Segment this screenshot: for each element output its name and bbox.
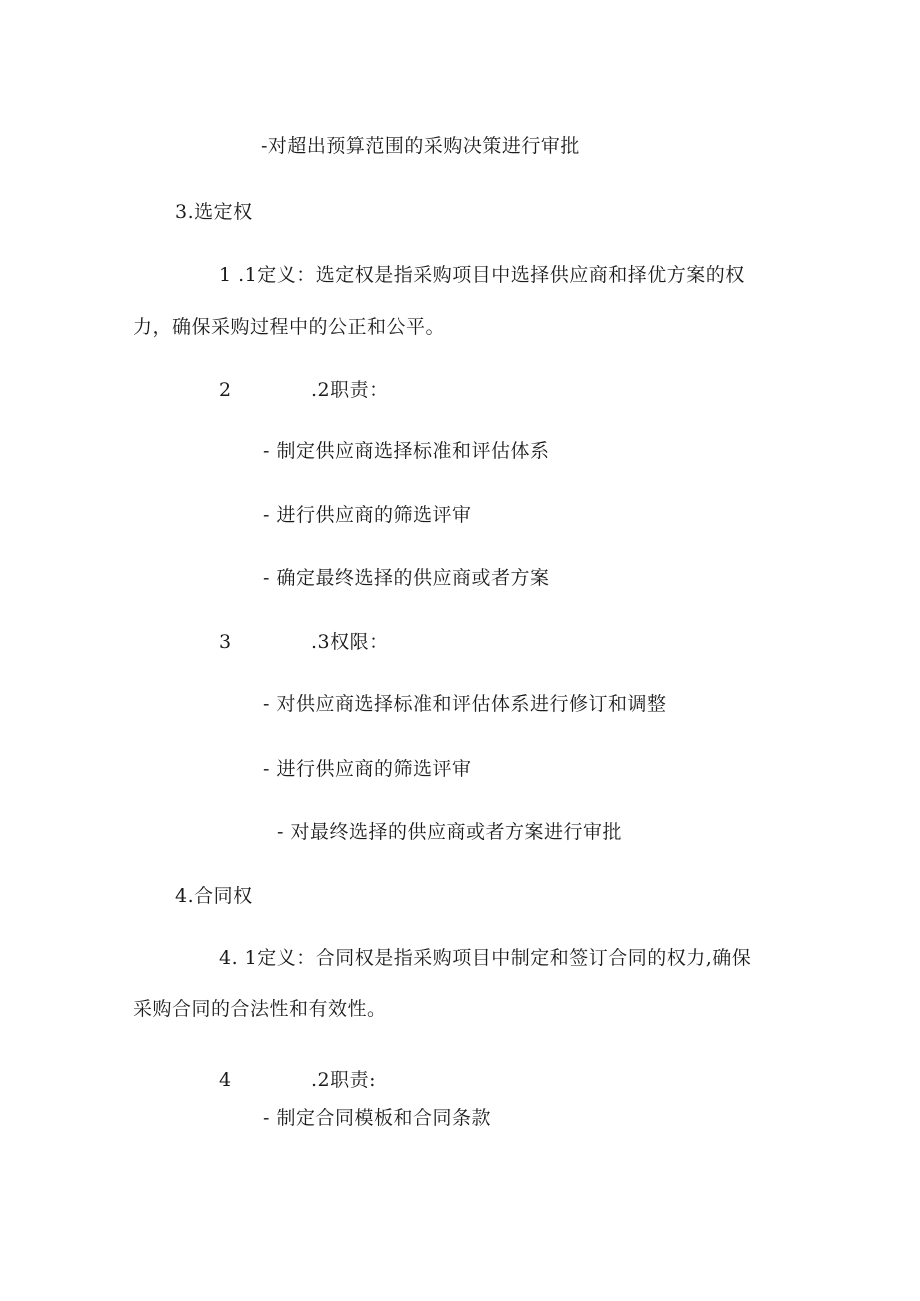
approval-line: -对超出预算范围的采购决策进行审批 (261, 135, 580, 157)
section-3-2-number: 2 (219, 379, 232, 401)
section-3-heading: 3.选定权 (175, 201, 253, 223)
section-3-1-definition-line-1: 1 .1定义：选定权是指采购项目中选择供应商和择优方案的权 (219, 264, 745, 286)
section-3-1-definition-line-2: 力，确保采购过程中的公正和公平。 (133, 316, 446, 338)
section-3-2-item-3: - 确定最终选择的供应商或者方案 (263, 567, 550, 589)
section-4-2-item-1: - 制定合同模板和合同条款 (263, 1107, 491, 1129)
section-4-2-heading: .2职责: (311, 1069, 377, 1091)
section-3-3-number: 3 (219, 631, 232, 653)
section-3-2-heading: .2职责： (311, 379, 389, 401)
section-3-3-heading: .3权限： (311, 631, 389, 653)
section-4-heading: 4.合同权 (175, 885, 253, 907)
section-4-2-number: 4 (219, 1069, 232, 1091)
section-3-2-item-2: - 进行供应商的筛选评审 (263, 504, 472, 526)
section-4-1-definition-line-2: 采购合同的合法性和有效性。 (133, 998, 387, 1020)
section-4-1-definition-line-1: 4. 1定义：合同权是指采购项目中制定和签订合同的权力,确保 (219, 947, 752, 969)
section-3-2-item-1: - 制定供应商选择标准和评估体系 (263, 440, 550, 462)
section-3-3-item-2: - 进行供应商的筛选评审 (263, 758, 472, 780)
section-3-3-item-3: - 对最终选择的供应商或者方案进行审批 (277, 821, 622, 843)
section-3-3-item-1: - 对供应商选择标准和评估体系进行修订和调整 (263, 693, 667, 715)
